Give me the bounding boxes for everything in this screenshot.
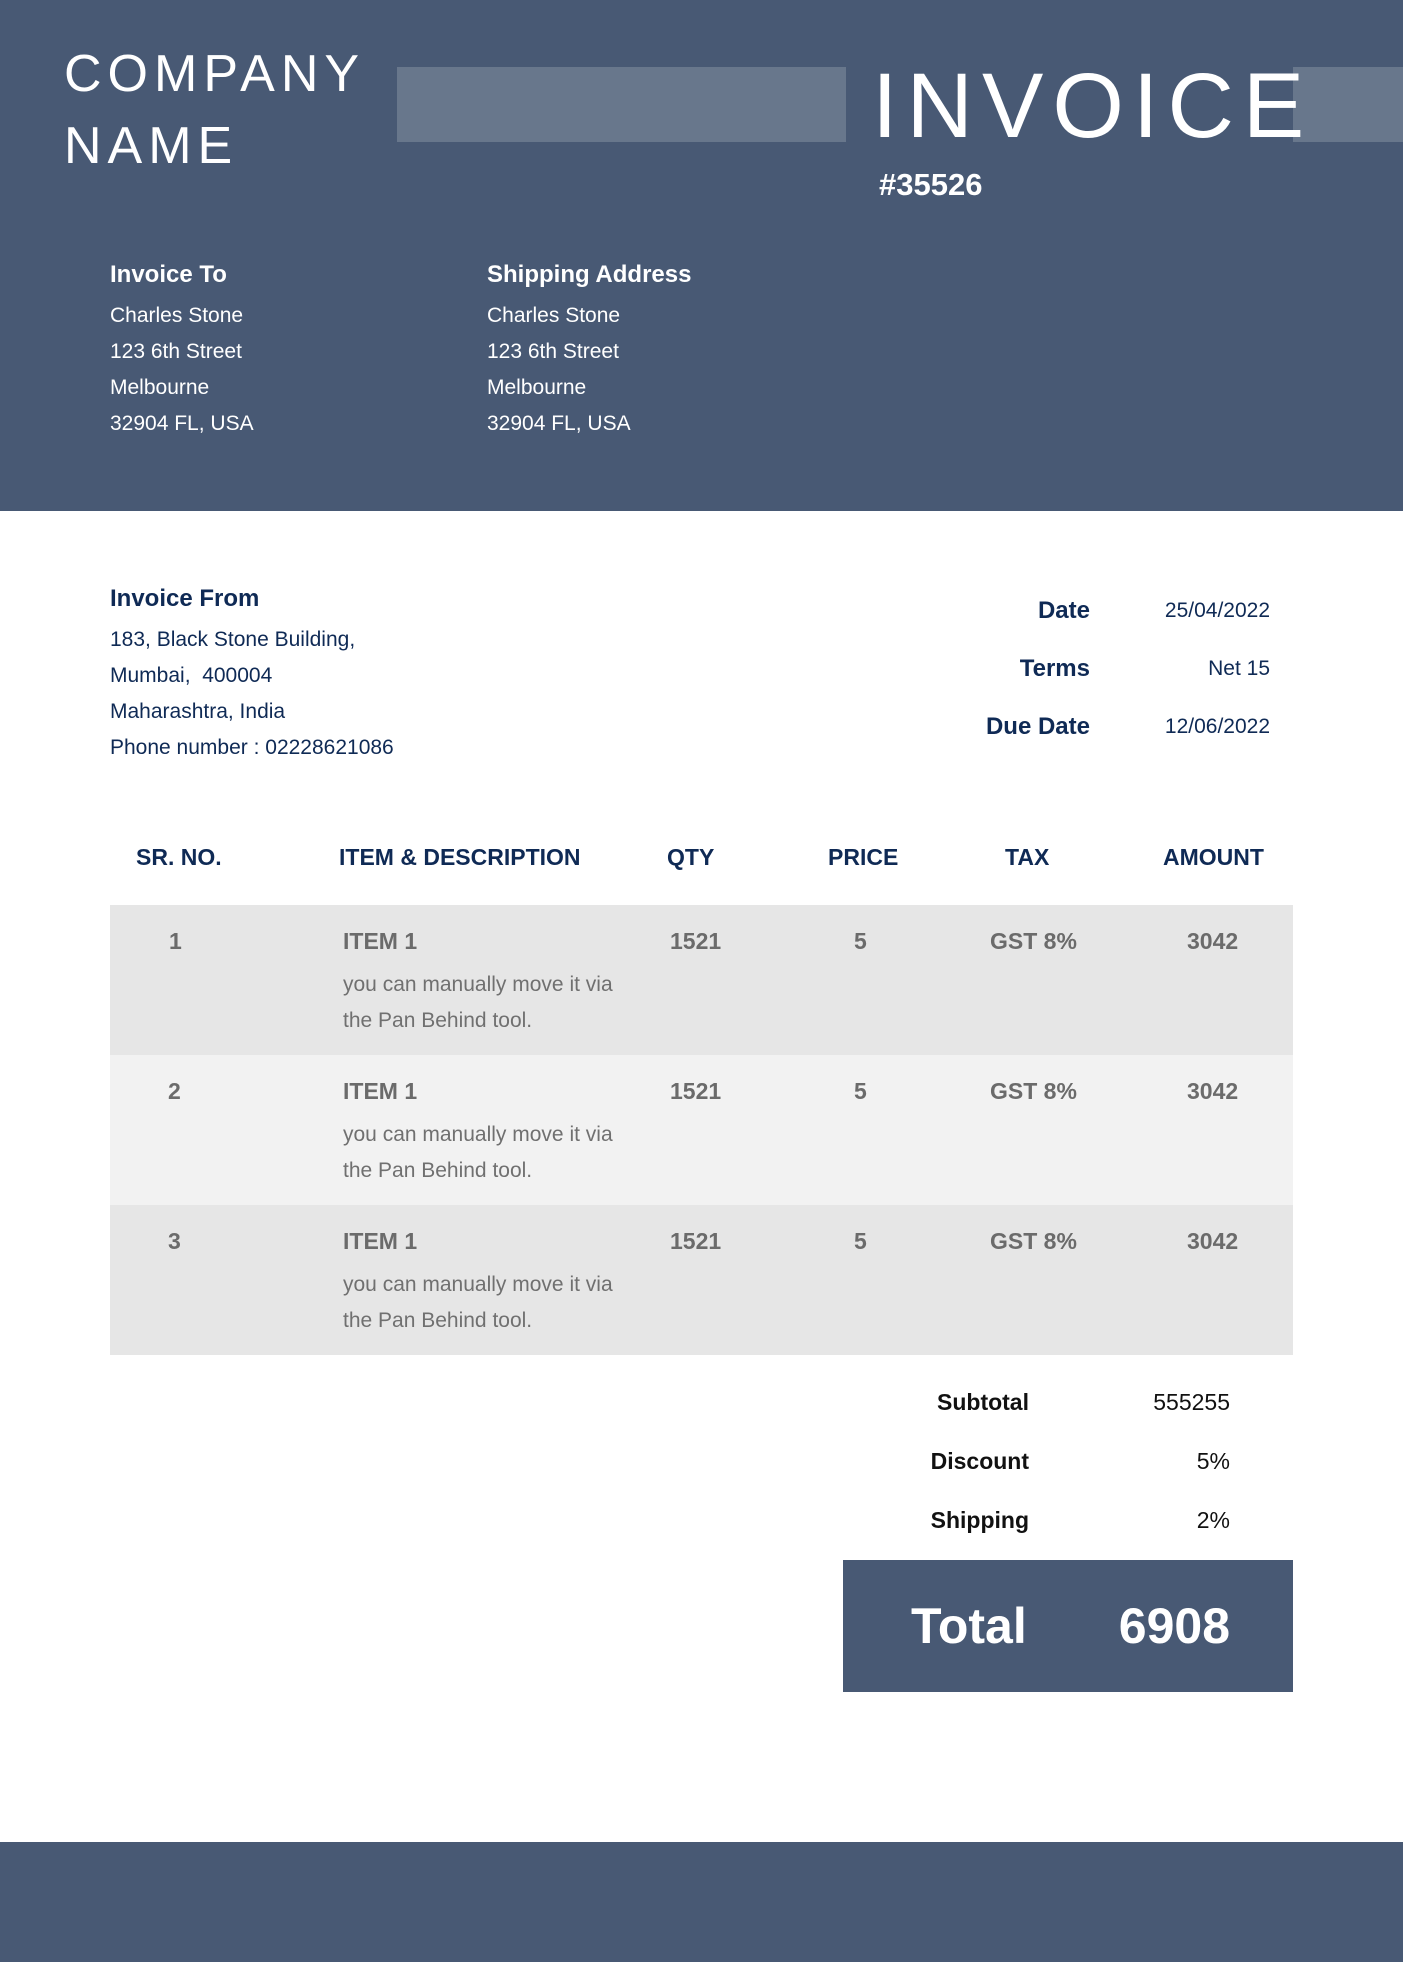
items-table-body — [110, 905, 1293, 1355]
invoice-to-name: Charles Stone — [110, 304, 244, 327]
subtotal-value: 555255 — [1153, 1389, 1230, 1415]
col-header-tax: TAX — [1005, 844, 1050, 870]
shipping-address-zip: 32904 FL, USA — [487, 412, 631, 435]
row-sr-no: 2 — [168, 1078, 181, 1104]
meta-row-due-date — [940, 698, 1280, 756]
invoice-to-city: Melbourne — [110, 376, 210, 399]
discount-label: Discount — [930, 1448, 1029, 1474]
row-description: you can manually move it via the Pan Behind tool. — [343, 1123, 613, 1182]
invoice-title: INVOICE — [872, 55, 1314, 157]
subtotal-label: Subtotal — [937, 1389, 1029, 1415]
table-row — [110, 905, 1293, 1055]
invoice-to-title: Invoice To — [110, 261, 227, 288]
shipping-label: Shipping — [930, 1507, 1029, 1533]
grand-total-box — [843, 1560, 1293, 1692]
row-item: ITEM 1 — [343, 928, 418, 954]
row-item: ITEM 1 — [343, 1228, 418, 1254]
total-value: 6908 — [1118, 1598, 1230, 1654]
total-label: Total — [911, 1598, 1027, 1654]
shipping-address-block — [487, 258, 691, 442]
subtotal-row — [843, 1373, 1293, 1432]
shipping-address-city: Melbourne — [487, 376, 587, 399]
row-tax: GST 8% — [990, 928, 1077, 954]
table-row — [110, 1055, 1293, 1205]
row-amount: 3042 — [1187, 928, 1239, 954]
row-amount: 3042 — [1187, 1228, 1239, 1254]
col-header-item-description: ITEM & DESCRIPTION — [339, 844, 581, 870]
shipping-address-street: 123 6th Street — [487, 340, 619, 363]
company-name-line1: COMPANY — [64, 45, 366, 103]
row-sr-no: 3 — [168, 1228, 181, 1254]
invoice-from-address1: 183, Black Stone Building, — [110, 628, 356, 651]
header-accent-bar-left — [397, 67, 846, 142]
terms-value: Net 15 — [1208, 657, 1270, 680]
invoice-to-street: 123 6th Street — [110, 340, 242, 363]
footer-band — [0, 1842, 1403, 1962]
invoice-from-phone: Phone number : 02228621086 — [110, 736, 394, 759]
col-header-qty: QTY — [667, 844, 715, 870]
invoice-from-state: Maharashtra, India — [110, 700, 286, 723]
row-qty: 1521 — [670, 1228, 722, 1254]
invoice-to-zip: 32904 FL, USA — [110, 412, 254, 435]
company-name — [64, 38, 365, 182]
row-price: 5 — [854, 1078, 867, 1104]
row-sr-no: 1 — [169, 928, 182, 954]
discount-value: 5% — [1196, 1448, 1230, 1474]
row-description: you can manually move it via the Pan Behind tool. — [343, 1273, 613, 1332]
totals-summary — [843, 1373, 1293, 1550]
row-price: 5 — [854, 928, 867, 954]
row-amount: 3042 — [1187, 1078, 1239, 1104]
items-table-header — [110, 836, 1293, 878]
row-tax: GST 8% — [990, 1078, 1077, 1104]
shipping-address-title: Shipping Address — [487, 261, 692, 288]
row-description: you can manually move it via the Pan Behind tool. — [343, 973, 613, 1032]
invoice-meta — [940, 582, 1280, 756]
invoice-from-address2: Mumbai, 400004 — [110, 664, 273, 687]
meta-row-terms — [940, 640, 1280, 698]
meta-row-date — [940, 582, 1280, 640]
invoice-from-block — [110, 582, 394, 766]
row-item: ITEM 1 — [343, 1078, 418, 1104]
date-label: Date — [1037, 597, 1090, 624]
invoice-from-title: Invoice From — [110, 585, 260, 612]
invoice-to-block — [110, 258, 254, 442]
due-date-value: 12/06/2022 — [1164, 715, 1270, 738]
shipping-row — [843, 1491, 1293, 1550]
terms-label: Terms — [1019, 655, 1090, 682]
shipping-address-name: Charles Stone — [487, 304, 621, 327]
date-value: 25/04/2022 — [1164, 599, 1270, 622]
row-qty: 1521 — [670, 1078, 722, 1104]
due-date-label: Due Date — [985, 713, 1090, 740]
shipping-value: 2% — [1196, 1507, 1230, 1533]
company-name-line2: NAME — [64, 117, 239, 175]
row-tax: GST 8% — [990, 1228, 1077, 1254]
row-qty: 1521 — [670, 928, 722, 954]
discount-row — [843, 1432, 1293, 1491]
col-header-price: PRICE — [828, 844, 899, 870]
row-price: 5 — [854, 1228, 867, 1254]
invoice-number: #35526 — [879, 167, 983, 202]
col-header-amount: AMOUNT — [1163, 844, 1264, 870]
table-row — [110, 1205, 1293, 1355]
col-header-sr-no: SR. NO. — [136, 844, 222, 870]
